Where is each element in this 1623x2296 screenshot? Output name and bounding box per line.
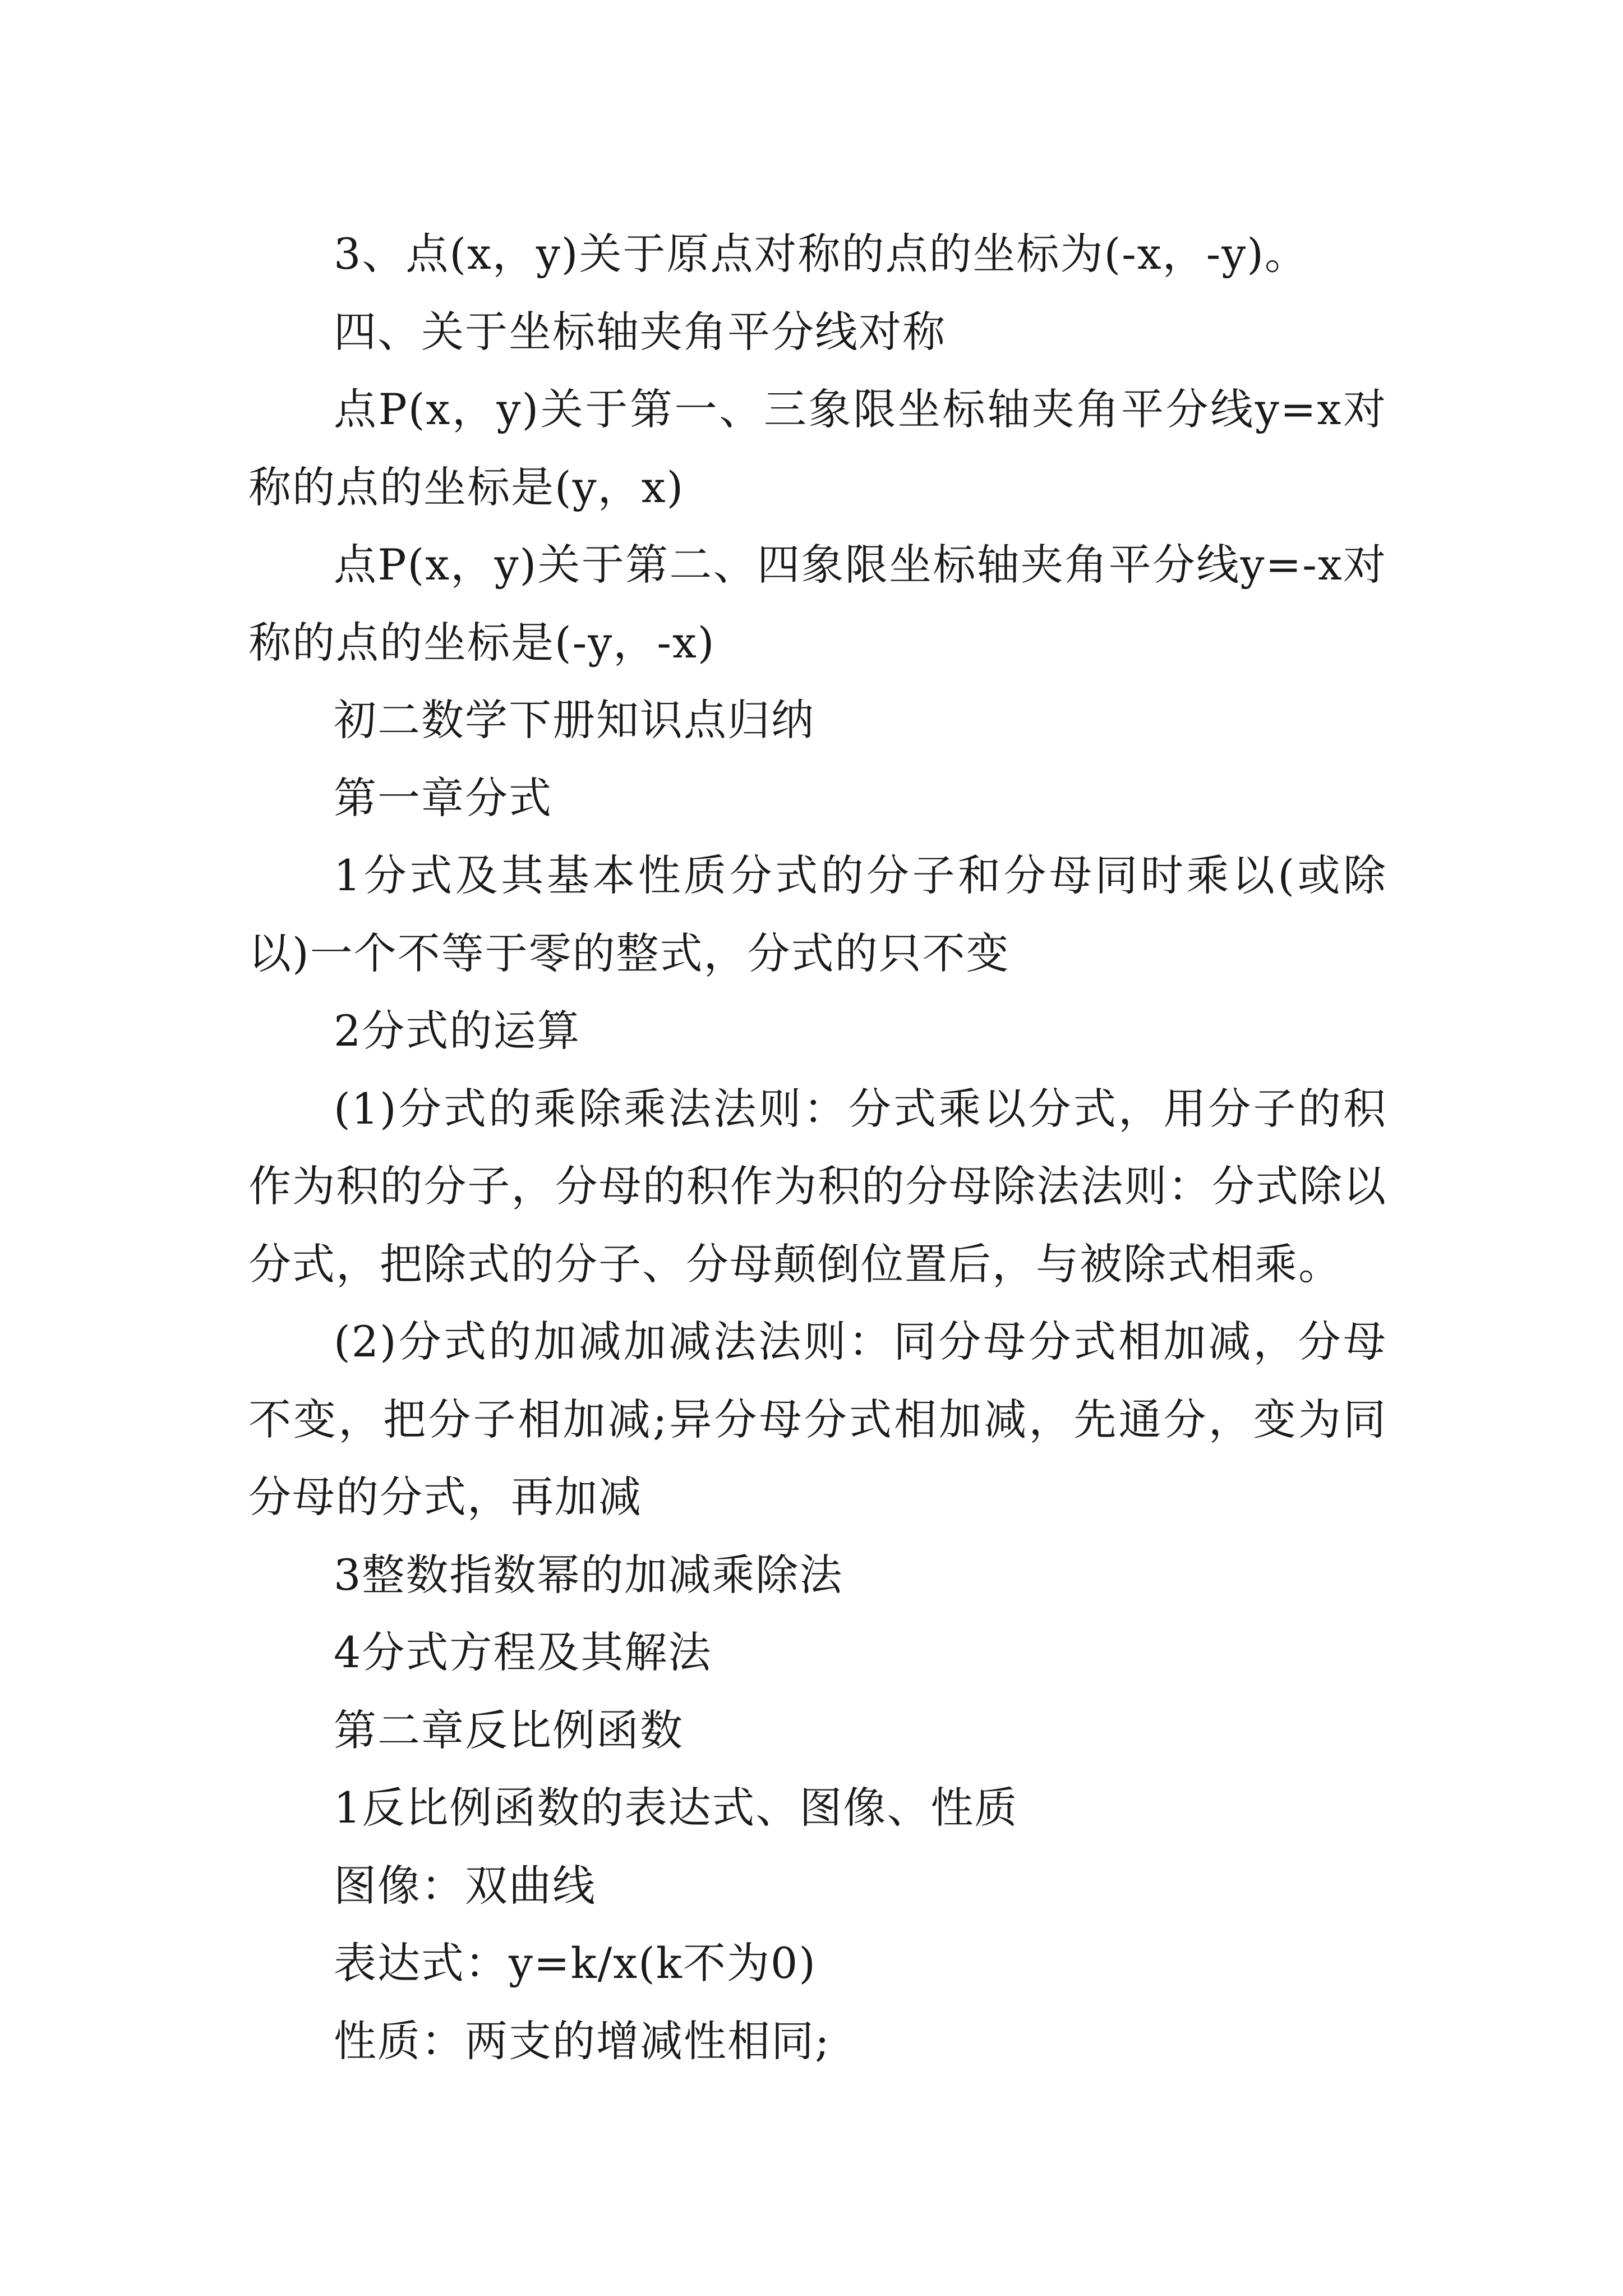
paragraph-multiply-divide: (1)分式的乘除乘法法则：分式乘以分式，用分子的积作为积的分子，分母的积作为积的分母除法法则：分式除以分式，把除式的分子、分母颠倒位置后，与被除式相乘。 xyxy=(248,1083,1387,1289)
paragraph-inverse-function: 1反比例函数的表达式、图像、性质 xyxy=(334,1783,1018,1833)
paragraph-fraction-properties: 1分式及其基本性质分式的分子和分母同时乘以(或除以)一个不等于零的整式，分式的只不变 xyxy=(248,850,1387,978)
paragraph-integer-exponents: 3整数指数幂的加减乘除法 xyxy=(334,1549,843,1600)
paragraph-add-subtract: (2)分式的加减加减法法则：同分母分式相加减，分母不变，把分子相加减;异分母分式相加减，先通分，变为同分母的分式，再加减 xyxy=(248,1317,1387,1522)
paragraph-origin-symmetry: 3、点(x，y)关于原点对称的点的坐标为(-x，-y)。 xyxy=(334,229,1308,279)
paragraph-bisector-first-third: 点P(x，y)关于第一、三象限坐标轴夹角平分线y=x对称的点的坐标是(y，x) xyxy=(248,384,1387,512)
paragraph-graph: 图像：双曲线 xyxy=(334,1860,596,1911)
paragraph-property: 性质：两支的增减性相同; xyxy=(334,2016,831,2066)
paragraph-fraction-equations: 4分式方程及其解法 xyxy=(334,1627,712,1677)
heading-chapter-one: 第一章分式 xyxy=(334,772,552,823)
document-body xyxy=(248,215,1387,2080)
heading-grade-two-math: 初二数学下册知识点归纳 xyxy=(334,695,815,745)
paragraph-expression: 表达式：y=k/x(k不为0) xyxy=(334,1938,817,1988)
paragraph-bisector-second-fourth: 点P(x，y)关于第二、四象限坐标轴夹角平分线y=-x对称的点的坐标是(-y，-x) xyxy=(248,540,1387,668)
heading-bisector-symmetry: 四、关于坐标轴夹角平分线对称 xyxy=(334,306,946,357)
heading-chapter-two: 第二章反比例函数 xyxy=(334,1705,684,1755)
heading-fraction-operations: 2分式的运算 xyxy=(334,1006,581,1056)
